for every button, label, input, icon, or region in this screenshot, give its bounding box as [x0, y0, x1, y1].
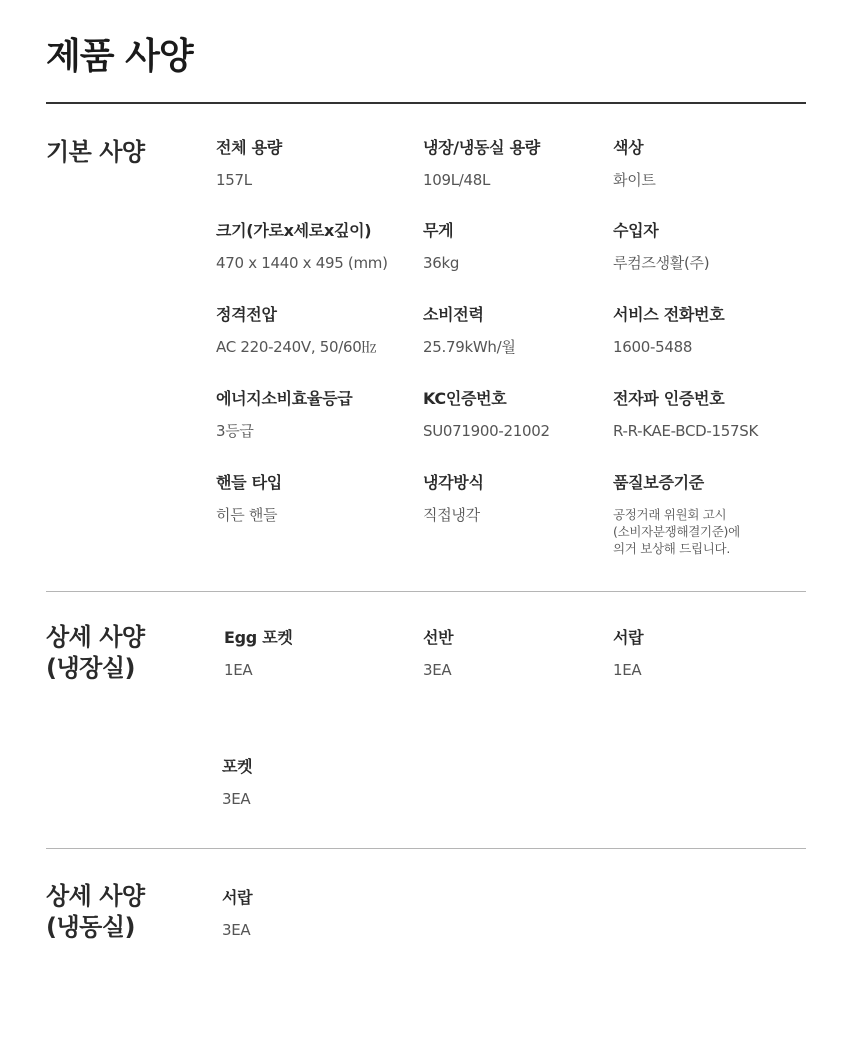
- spec-value: 직접냉각: [423, 506, 480, 524]
- spec-compartment-capacity: [423, 138, 623, 190]
- section-divider: [46, 591, 806, 592]
- spec-handle-type: [216, 473, 416, 525]
- spec-label: 에너지소비효율등급: [216, 389, 353, 408]
- spec-drawer: [613, 628, 813, 680]
- section-title-freezer: 상세 사양 (냉동실): [46, 882, 145, 941]
- spec-value: 3EA: [423, 661, 452, 679]
- spec-total-capacity: [216, 138, 416, 190]
- spec-value: 1600-5488: [613, 338, 693, 356]
- spec-label: 냉각방식: [423, 473, 484, 492]
- spec-label: 전자파 인증번호: [613, 389, 725, 408]
- spec-label: 크기(가로x세로x깊이): [216, 221, 372, 240]
- spec-label: 선반: [423, 628, 454, 647]
- spec-value: 루컴즈생활(주): [613, 254, 710, 272]
- spec-label: 핸들 타입: [216, 473, 282, 492]
- spec-value: 36kg: [423, 254, 460, 272]
- spec-value: 470 x 1440 x 495 (mm): [216, 254, 388, 272]
- spec-freezer-drawer: [222, 888, 422, 940]
- spec-importer: [613, 221, 813, 273]
- spec-pocket: [222, 757, 422, 809]
- spec-label: 서비스 전화번호: [613, 305, 725, 324]
- spec-value: 25.79kWh/월: [423, 338, 516, 356]
- spec-color: [613, 138, 813, 190]
- spec-kc-number: [423, 389, 623, 441]
- spec-value: 공정거래 위원회 고시 (소비자분쟁해결기준)에 의거 보상해 드립니다.: [613, 507, 740, 556]
- spec-value: AC 220-240V, 50/60㎐: [216, 338, 377, 356]
- spec-label: 색상: [613, 138, 644, 157]
- spec-label: 무게: [423, 221, 454, 240]
- spec-service-phone: [613, 305, 813, 357]
- spec-value: 히든 핸들: [216, 506, 278, 524]
- spec-emc-number: [613, 389, 813, 441]
- spec-label: 서랍: [222, 888, 253, 907]
- spec-power-consumption: [423, 305, 623, 357]
- spec-rated-voltage: [216, 305, 416, 357]
- spec-weight: [423, 221, 623, 273]
- spec-shelf: [423, 628, 623, 680]
- spec-cooling-method: [423, 473, 623, 525]
- page-title: 제품 사양: [46, 36, 193, 77]
- spec-label: 소비전력: [423, 305, 484, 324]
- spec-value: 화이트: [613, 171, 656, 189]
- spec-label: 전체 용량: [216, 138, 282, 157]
- spec-value: 1EA: [224, 661, 253, 679]
- section-title-basic: 기본 사양: [46, 138, 145, 166]
- title-divider: [46, 102, 806, 104]
- spec-value: R-R-KAE-BCD-157SK: [613, 422, 758, 440]
- section-title-fridge: 상세 사양 (냉장실): [46, 623, 145, 682]
- spec-label: 품질보증기준: [613, 473, 704, 492]
- spec-value: 109L/48L: [423, 171, 491, 189]
- spec-dimensions: [216, 221, 416, 273]
- spec-label: 정격전압: [216, 305, 277, 324]
- spec-value: 3EA: [222, 921, 251, 939]
- spec-value: SU071900-21002: [423, 422, 550, 440]
- spec-value: 157L: [216, 171, 252, 189]
- spec-value: 3등급: [216, 422, 254, 440]
- spec-label: 수입자: [613, 221, 659, 240]
- spec-label: KC인증번호: [423, 389, 507, 408]
- spec-label: 서랍: [613, 628, 644, 647]
- spec-value: 3EA: [222, 790, 251, 808]
- spec-label: 냉장/냉동실 용량: [423, 138, 540, 157]
- spec-label: 포켓: [222, 757, 253, 776]
- spec-quality-warranty: [613, 473, 813, 557]
- section-divider: [46, 848, 806, 849]
- spec-value: 1EA: [613, 661, 642, 679]
- spec-energy-grade: [216, 389, 416, 441]
- spec-egg-pocket: [224, 628, 424, 680]
- spec-label: Egg 포켓: [224, 628, 293, 647]
